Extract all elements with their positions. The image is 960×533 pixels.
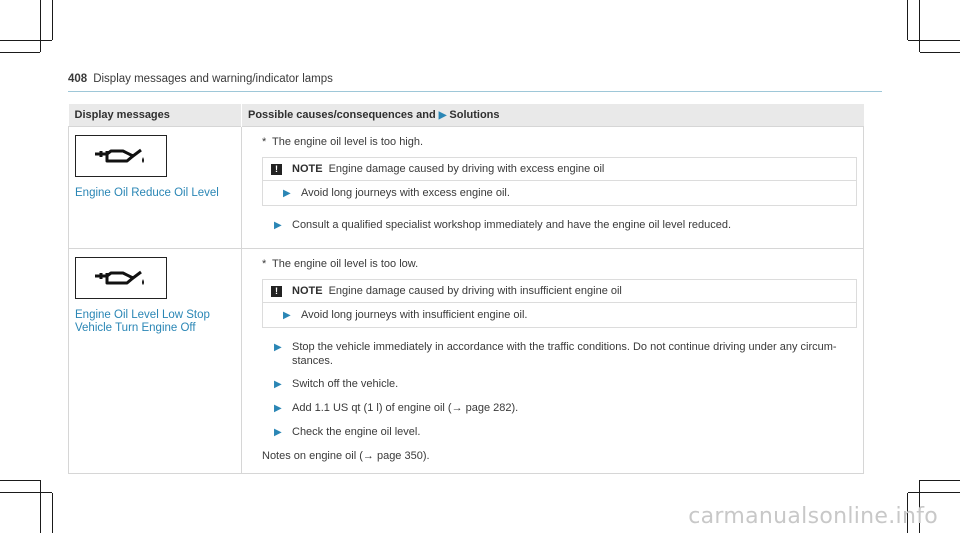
crop-mark bbox=[0, 52, 40, 53]
warning-icon: ! bbox=[271, 164, 282, 175]
column-header-causes-text: Possible causes/consequences and bbox=[248, 109, 436, 121]
crop-mark bbox=[920, 52, 960, 53]
crop-mark bbox=[52, 493, 53, 533]
engine-oil-level-icon bbox=[75, 135, 167, 177]
engine-oil-level-icon bbox=[75, 257, 167, 299]
crop-mark bbox=[0, 40, 52, 41]
solution-step-text: Add 1.1 US qt (1 l) of engine oil (→ page 282). bbox=[292, 402, 519, 414]
table-row bbox=[69, 127, 864, 249]
crop-mark bbox=[0, 480, 40, 481]
crop-mark bbox=[40, 0, 41, 52]
crop-mark bbox=[908, 40, 960, 41]
note-header bbox=[263, 158, 856, 181]
message-cell bbox=[69, 127, 242, 249]
cause-text bbox=[262, 135, 857, 149]
cause-text bbox=[262, 257, 857, 271]
play-arrow-icon: ▶ bbox=[274, 220, 282, 231]
note-box bbox=[262, 279, 857, 328]
play-arrow-icon: ▶ bbox=[274, 342, 282, 353]
causes-cell bbox=[242, 249, 864, 474]
page-number: 408 bbox=[68, 73, 88, 85]
column-header-display-messages: Display messages bbox=[69, 104, 242, 127]
table-row bbox=[69, 249, 864, 474]
solution-step bbox=[274, 377, 857, 392]
column-header-solutions-text: Solutions bbox=[449, 109, 500, 121]
note-step-text: Avoid long journeys with excess engine oil. bbox=[301, 187, 510, 199]
note-label: NOTE bbox=[292, 163, 323, 175]
play-arrow-icon: ▶ bbox=[438, 110, 447, 121]
note-step bbox=[263, 303, 856, 327]
asterisk-icon: * bbox=[262, 258, 267, 270]
column-header-causes bbox=[242, 104, 864, 127]
display-message-text bbox=[75, 309, 235, 335]
page-title: Display messages and warning/indicator lamps bbox=[93, 73, 333, 85]
warning-icon: ! bbox=[271, 286, 282, 297]
crop-mark bbox=[920, 480, 960, 481]
note-text: Engine damage caused by driving with insufficient engine oil bbox=[328, 285, 622, 297]
play-arrow-icon: ▶ bbox=[283, 188, 291, 199]
asterisk-icon: * bbox=[262, 136, 267, 148]
display-message-text: Engine Oil Reduce Oil Level bbox=[75, 187, 219, 199]
solution-step bbox=[274, 340, 857, 368]
note-step bbox=[263, 181, 856, 205]
solution-step bbox=[274, 218, 857, 233]
note-step-text: Avoid long journeys with insufficient engine oil. bbox=[301, 309, 528, 321]
play-arrow-icon: ▶ bbox=[274, 403, 282, 414]
crop-mark bbox=[52, 0, 53, 40]
cause-text-value: The engine oil level is too low. bbox=[272, 258, 419, 270]
note-box bbox=[262, 157, 857, 206]
message-cell bbox=[69, 249, 242, 474]
page-header bbox=[68, 73, 333, 85]
display-messages-table bbox=[68, 104, 864, 474]
causes-cell bbox=[242, 127, 864, 249]
cause-text-value: The engine oil level is too high. bbox=[272, 136, 424, 148]
solution-step bbox=[274, 425, 857, 440]
display-message-line-2: Vehicle Turn Engine Off bbox=[75, 322, 196, 334]
note-text: Engine damage caused by driving with excess engine oil bbox=[328, 163, 605, 175]
play-arrow-icon: ▶ bbox=[283, 310, 291, 321]
crop-mark bbox=[907, 0, 908, 40]
solution-step-text: Consult a qualified specialist workshop immediately and have the engine oil level reduced. bbox=[292, 219, 732, 231]
table-header-row bbox=[69, 104, 864, 127]
solution-step bbox=[274, 401, 857, 416]
header-rule bbox=[68, 91, 882, 92]
solution-step-text: Check the engine oil level. bbox=[292, 426, 421, 438]
crop-mark bbox=[908, 492, 960, 493]
crop-mark bbox=[919, 0, 920, 52]
footnote-text: Notes on engine oil (→ page 350). bbox=[262, 450, 430, 462]
play-arrow-icon: ▶ bbox=[274, 427, 282, 438]
play-arrow-icon: ▶ bbox=[274, 379, 282, 390]
note-header bbox=[263, 280, 856, 303]
display-message-line-1: Engine Oil Level Low Stop bbox=[75, 309, 210, 321]
crop-mark bbox=[40, 480, 41, 533]
crop-mark bbox=[0, 492, 52, 493]
note-label: NOTE bbox=[292, 285, 323, 297]
watermark: carmanualsonline.info bbox=[688, 504, 938, 529]
solution-step-text: Stop the vehicle immediately in accordance with the traffic conditions. Do not continue driving under any circum-stances. bbox=[292, 341, 837, 367]
solution-step-text: Switch off the vehicle. bbox=[292, 378, 399, 390]
